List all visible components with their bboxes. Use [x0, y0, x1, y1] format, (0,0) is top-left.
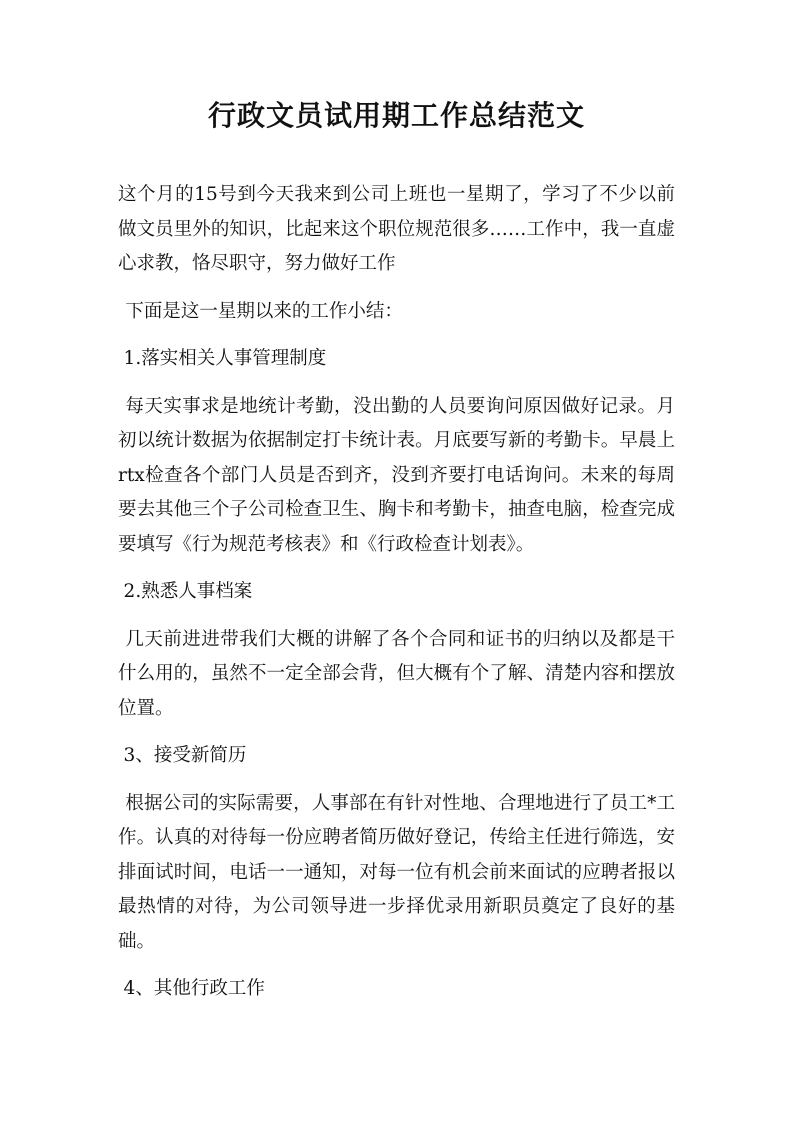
document-title: 行政文员试用期工作总结范文 — [207, 99, 585, 132]
section-heading-2: 2.熟悉人事档案 — [123, 581, 253, 602]
paragraph-section-2: 几天前进进带我们大概的讲解了各个合同和证书的归纳以及都是干什么用的，虽然不一定全部会背，但大概有个了解、清楚内容和摆放位置。 — [118, 628, 675, 719]
section-heading-4: 4、其他行政工作 — [123, 978, 265, 999]
paragraph-section-3: 根据公司的实际需要，人事部在有针对性地、合理地进行了员工*工作。认真的对待每一份应聘者简历做好登记，传给主任进行筛选，安排面试时间，电话一一通知，对每一位有机会前来面试的应聘者报以最热情的对待，为公司领导进一步择优录用新职员奠定了良好的基础。 — [118, 792, 675, 952]
paragraph-section-1: 每天实事求是地统计考勤，没出勤的人员要询问原因做好记录。月初以统计数据为依据制定打卡统计表。月底要写新的考勤卡。早晨上rtx检查各个部门人员是否到齐，没到齐要打电话询问。未来的每周要去其他三个子公司检查卫生、胸卡和考勤卡，抽查电脑，检查完成要填写《行为规范考核表》和《行政检查计划表》。 — [118, 395, 675, 555]
paragraph-summary-lead: 下面是这一星期以来的工作小结： — [125, 300, 403, 322]
section-heading-3: 3、接受新简历 — [123, 745, 247, 766]
section-heading-1: 1.落实相关人事管理制度 — [123, 348, 327, 369]
paragraph-intro: 这个月的15号到今天我来到公司上班也一星期了，学习了不少以前做文员里外的知识，比起来这个职位规范很多……工作中，我一直虚心求教，恪尽职守，努力做好工作 — [118, 184, 675, 274]
